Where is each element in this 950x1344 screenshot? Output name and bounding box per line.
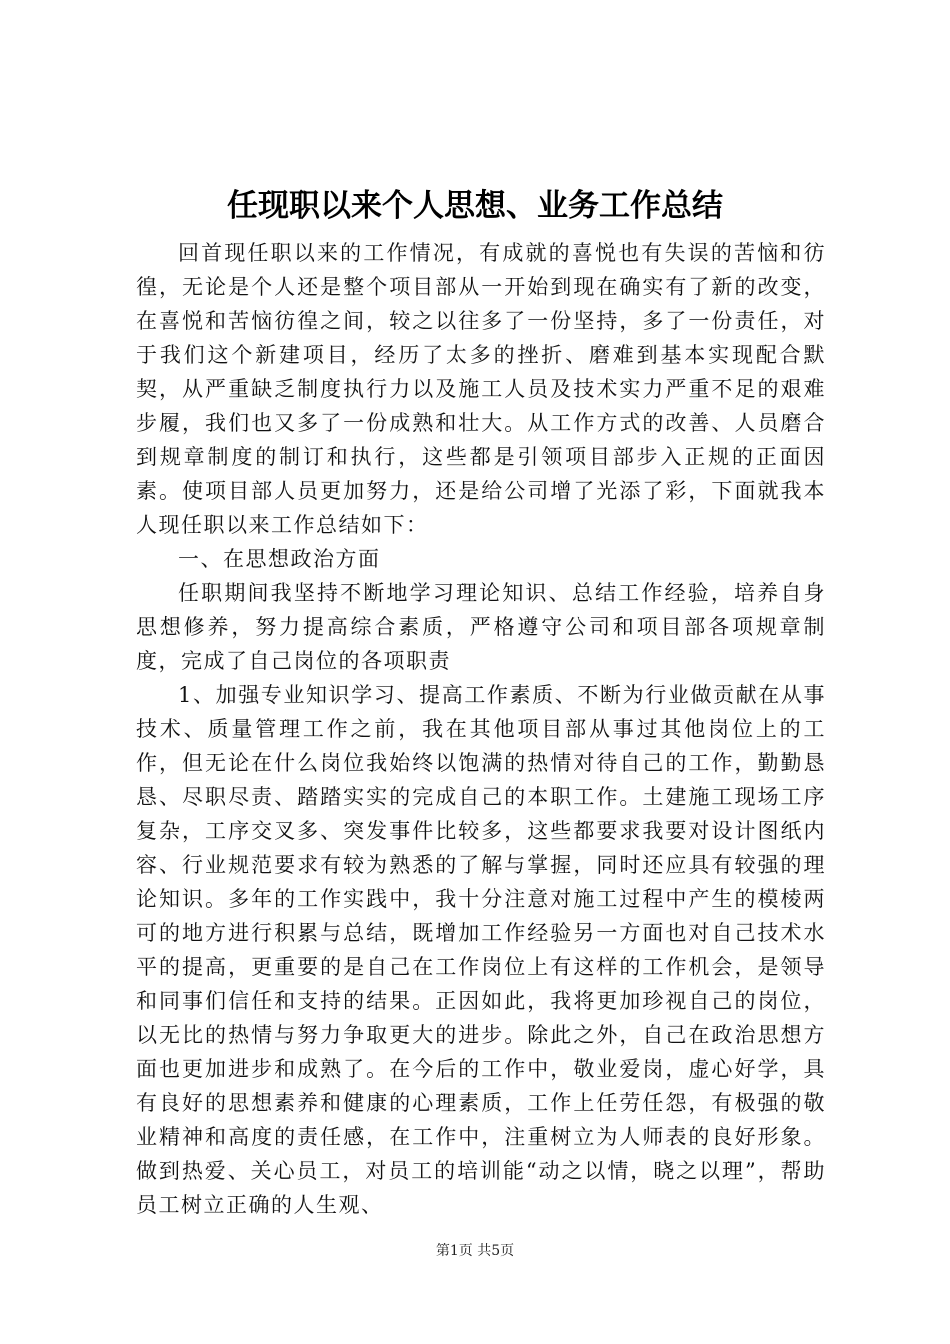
page-footer: 第1页 共5页 [435,1243,515,1259]
paragraph-political: 任职期间我坚持不断地学习理论知识、总结工作经验，培养自身思想修养，努力提高综合素质，严格遵守公司和项目部各项规章制度，完成了自己岗位的各项职责 [136,581,826,673]
document-title: 任现职以来个人思想、业务工作总结 [227,188,723,224]
document-body [136,236,826,1222]
paragraph-professional-study: 1、加强专业知识学习、提高工作素质、不断为行业做贡献在从事技术、质量管理工作之前，我在其他项目部从事过其他岗位上的工作，但无论在什么岗位我始终以饱满的热情对待自己的工作，勤勤恳恳、尽职尽责、踏踏实实的完成自己的本职工作。土建施工现场工序复杂，工序交叉多、突发事件比较多，这些都要求我要对设计图纸内容、行业规范要求有较为熟悉的了解与掌握，同时还应具有较强的理论知识。多年的工作实践中，我十分注意对施工过程中产生的模棱两可的地方进行积累与总结，既增加工作经验另一方面也对自己技术水平的提高，更重要的是自己在工作岗位上有这样的工作机会，是领导和同事们信任和支持的结果。正因如此，我将更加珍视自己的岗位，以无比的热情与努力争取更大的进步。除此之外，自己在政治思想方面也更加进步和成熟了。在今后的工作中，敬业爱岗，虚心好学，具有良好的思想素养和健康的心理素质，工作上任劳任怨，有极强的敬业精神和高度的责任感，在工作中，注重树立为人师表的良好形象。做到热爱、关心员工，对员工的培训能“动之以情，晓之以理”，帮助员工树立正确的人生观、 [136,683,826,1217]
paragraph-intro: 回首现任职以来的工作情况，有成就的喜悦也有失误的苦恼和彷徨，无论是个人还是整个项目部从一开始到现在确实有了新的改变，在喜悦和苦恼彷徨之间，较之以往多了一份坚持，多了一份责任，对于我们这个新建项目，经历了太多的挫折、磨难到基本实现配合默契，从严重缺乏制度执行力以及施工人员及技术实力严重不足的艰难步履，我们也又多了一份成熟和壮大。从工作方式的改善、人员磨合到规章制度的制订和执行，这些都是引领项目部步入正规的正面因素。使项目部人员更加努力，还是给公司增了光添了彩，下面就我本人现任职以来工作总结如下： [136,241,826,537]
section-heading-political: 一、在思想政治方面 [178,547,381,571]
